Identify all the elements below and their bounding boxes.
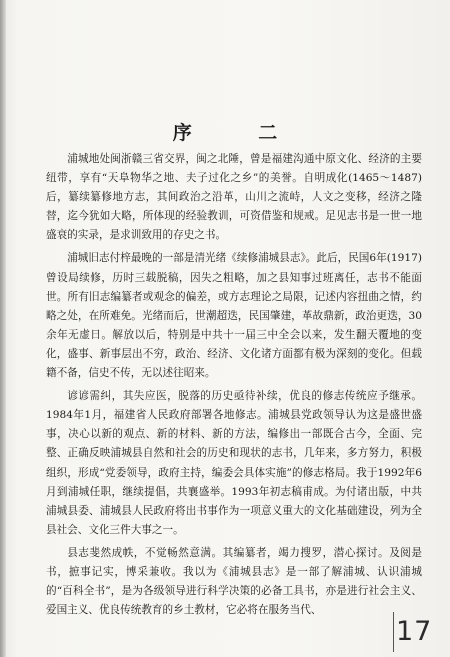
paragraph-2: 浦城旧志付梓最晚的一部是清光绪《续修浦城县志》。此后，民国6年(1917)曾设局续修，历时三载脱稿，因失之粗略，加之县知事过班离任，志书不能面世。所有旧志编纂者或观念的偏差，或方志理论之局限，记述内容扭曲之情，约略之处，在所难免。光绪而后，世潮超迭，民国肇建，革故鼎新，政治更迭，30余年无虚日。解放以后，特别是中共十一届三中全会以来，发生翻天覆地的变化，盛事、新事层出不穷，政治、经济、文化诸方面都有极为深刻的变化。但载籍不备，信史不传，无以述往昭来。	[46, 252, 422, 380]
paragraph-1: 浦城地处闽浙赣三省交界，闽之北陲，曾是福建沟通中原文化、经济的主要纽带，享有“天阜物华之地、夫子过化之乡”的美誉。自明成化(1465～1487)后，纂续纂修地方志，其间政治之沿革，山川之流峙，人文之变移，经济之隆替，迄今犹如大略，所体现的经验教训，可资借鉴和规戒。足见志书是一世一地盛衰的实录，是求训致用的存史之书。	[46, 153, 422, 242]
paragraph-3: 谚谚需纠，其失应医，脱落的历史亟待补续，优良的修志传统应予继承。1984年1月，福建省人民政府部署各地修志。浦城县党政领导认为这是盛世盛事，决心以新的观点、新的材料、新的方法，编修出一部既合古今，全面、完整、正确反映浦城县自然和社会的历史和现状的志书，几年来，多方努力，积极组织，形成“党委领导，政府主持，编委会具体实施”的修志格局。我于1992年6月到浦城任职，继续提倡，共襄盛举。1993年初志稿甫成。为付诸出版，中共浦城县委、浦城县人民政府将出书事作为一项意义重大的文化基础建设，列为全县社会、文化三件大事之一。	[46, 390, 422, 536]
body-text	[46, 150, 422, 620]
page-number-mark	[393, 612, 394, 652]
paragraph-4: 县志斐然成帙，不觉畅然意满。其编纂者，竭力搜罗，潜心探讨。及阅是书，摭事记实，博采兼收。我以为《浦城县志》是一部了解浦城、认识浦城的“百科全书”，是为各级领导进行科学决策的必备工具书，亦是进行社会主义、爱国主义、优良传统教育的乡土教材，它必将在服务当代、	[46, 546, 422, 617]
page-title: 序 二	[172, 122, 308, 144]
page-left-edge	[0, 0, 6, 657]
page-number: 17	[396, 616, 433, 647]
